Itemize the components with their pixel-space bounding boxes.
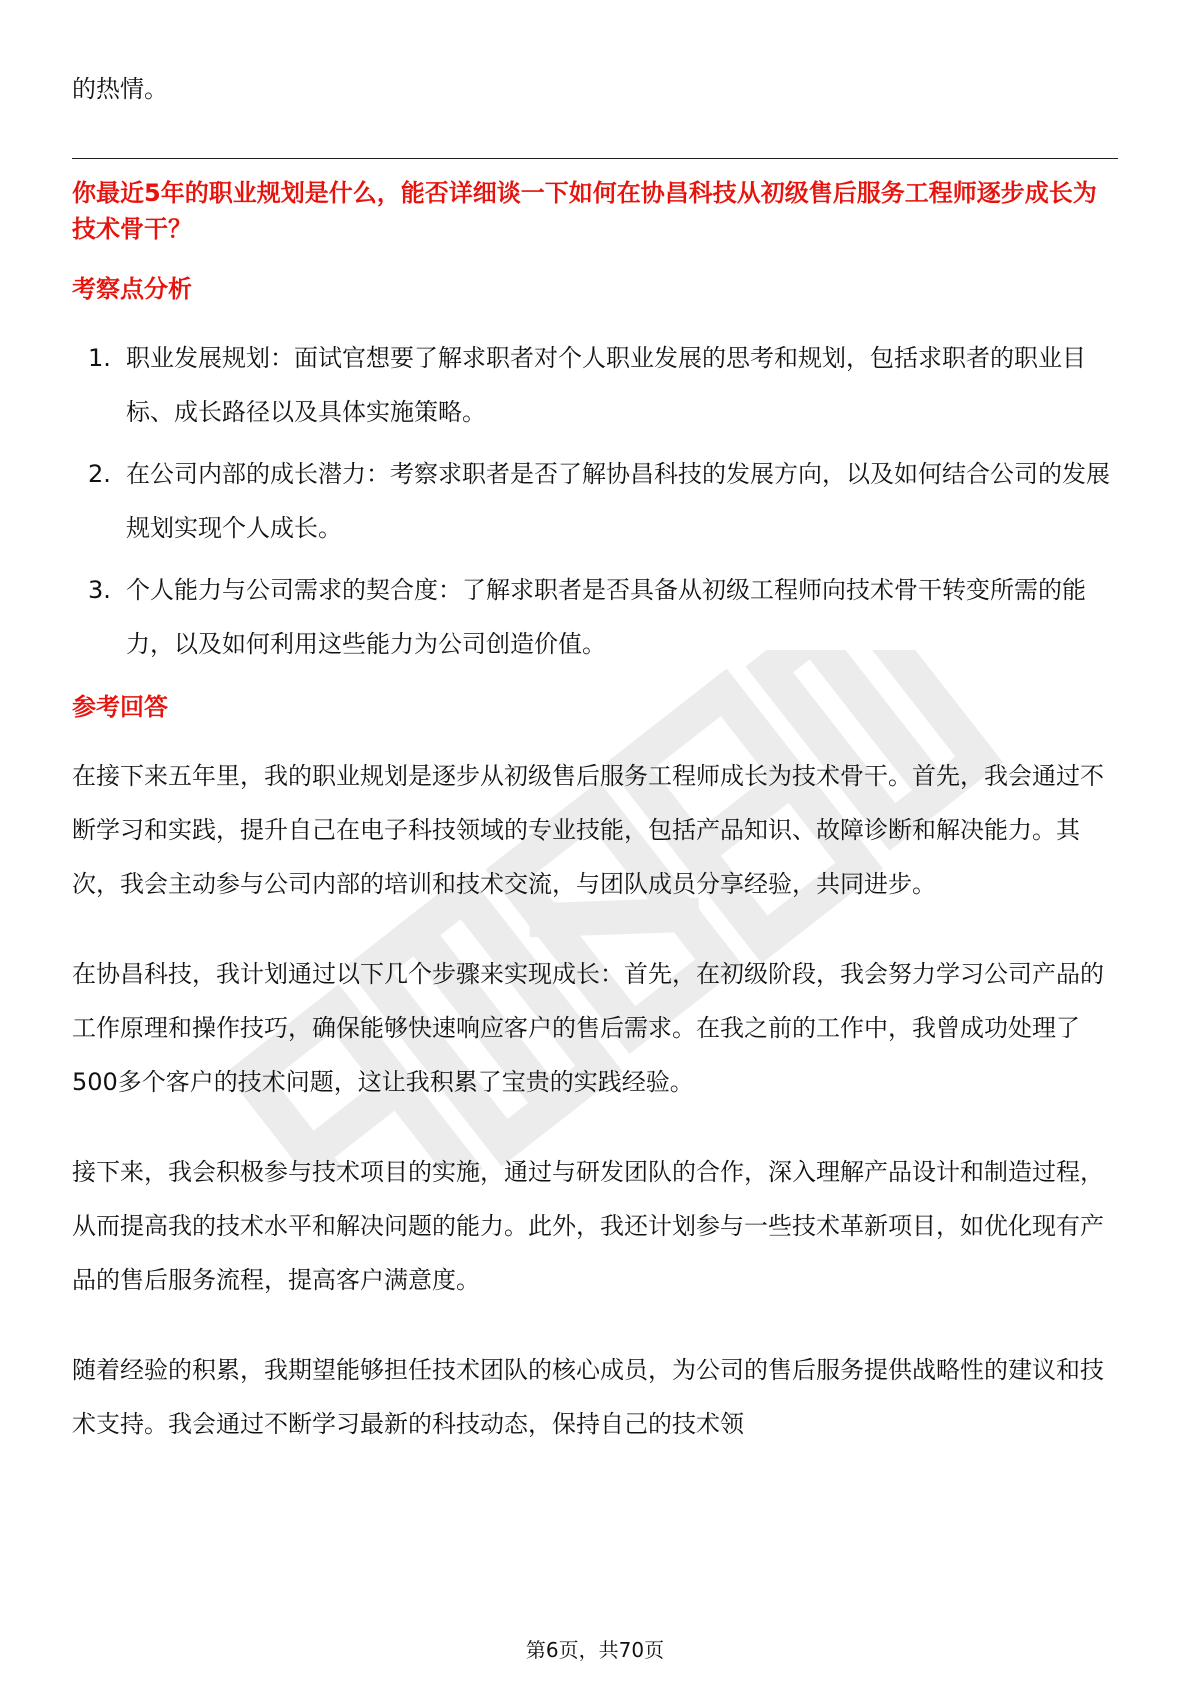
content-area <box>72 62 1118 1487</box>
analysis-list <box>72 331 1118 671</box>
section-divider <box>72 158 1118 159</box>
answer-paragraph: 随着经验的积累，我期望能够担任技术团队的核心成员，为公司的售后服务提供战略性的建议和技术支持。我会通过不断学习最新的科技动态，保持自己的技术领 <box>72 1356 1104 1438</box>
analysis-item-number: 3. <box>88 576 111 604</box>
analysis-item-text: 职业发展规划：面试官想要了解求职者对个人职业发展的思考和规划，包括求职者的职业目标、成长路径以及具体实施策略。 <box>126 344 1086 426</box>
page-number-footer: 第6页，共70页 <box>525 1638 665 1662</box>
analysis-item <box>72 447 1118 555</box>
analysis-item-number: 1. <box>88 344 111 372</box>
interview-question: 你最近5年的职业规划是什么，能否详细谈一下如何在协昌科技从初级售后服务工程师逐步成长为技术骨干？ <box>72 179 1097 243</box>
answer-paragraph: 在接下来五年里，我的职业规划是逐步从初级售后服务工程师成长为技术骨干。首先，我会通过不断学习和实践，提升自己在电子科技领域的专业技能，包括产品知识、故障诊断和解决能力。其次，我会主动参与公司内部的培训和技术交流，与团队成员分享经验，共同进步。 <box>72 762 1104 898</box>
analysis-item-number: 2. <box>88 460 111 488</box>
previous-page-continuation: 的热情。 <box>72 75 168 103</box>
analysis-item-text: 在公司内部的成长潜力：考察求职者是否了解协昌科技的发展方向，以及如何结合公司的发展规划实现个人成长。 <box>126 460 1110 542</box>
answer-heading: 参考回答 <box>72 693 168 721</box>
analysis-item <box>72 331 1118 439</box>
analysis-item <box>72 563 1118 671</box>
answer-paragraph: 在协昌科技，我计划通过以下几个步骤来实现成长：首先，在初级阶段，我会努力学习公司产品的工作原理和操作技巧，确保能够快速响应客户的售后需求。在我之前的工作中，我曾成功处理了500多个客户的技术问题，这让我积累了宝贵的实践经验。 <box>72 960 1104 1096</box>
analysis-item-text: 个人能力与公司需求的契合度：了解求职者是否具备从初级工程师向技术骨干转变所需的能力，以及如何利用这些能力为公司创造价值。 <box>126 576 1086 658</box>
analysis-heading: 考察点分析 <box>72 275 192 303</box>
answer-paragraph: 接下来，我会积极参与技术项目的实施，通过与研发团队的合作，深入理解产品设计和制造过程，从而提高我的技术水平和解决问题的能力。此外，我还计划参与一些技术革新项目，如优化现有产品的售后服务流程，提高客户满意度。 <box>72 1158 1104 1294</box>
